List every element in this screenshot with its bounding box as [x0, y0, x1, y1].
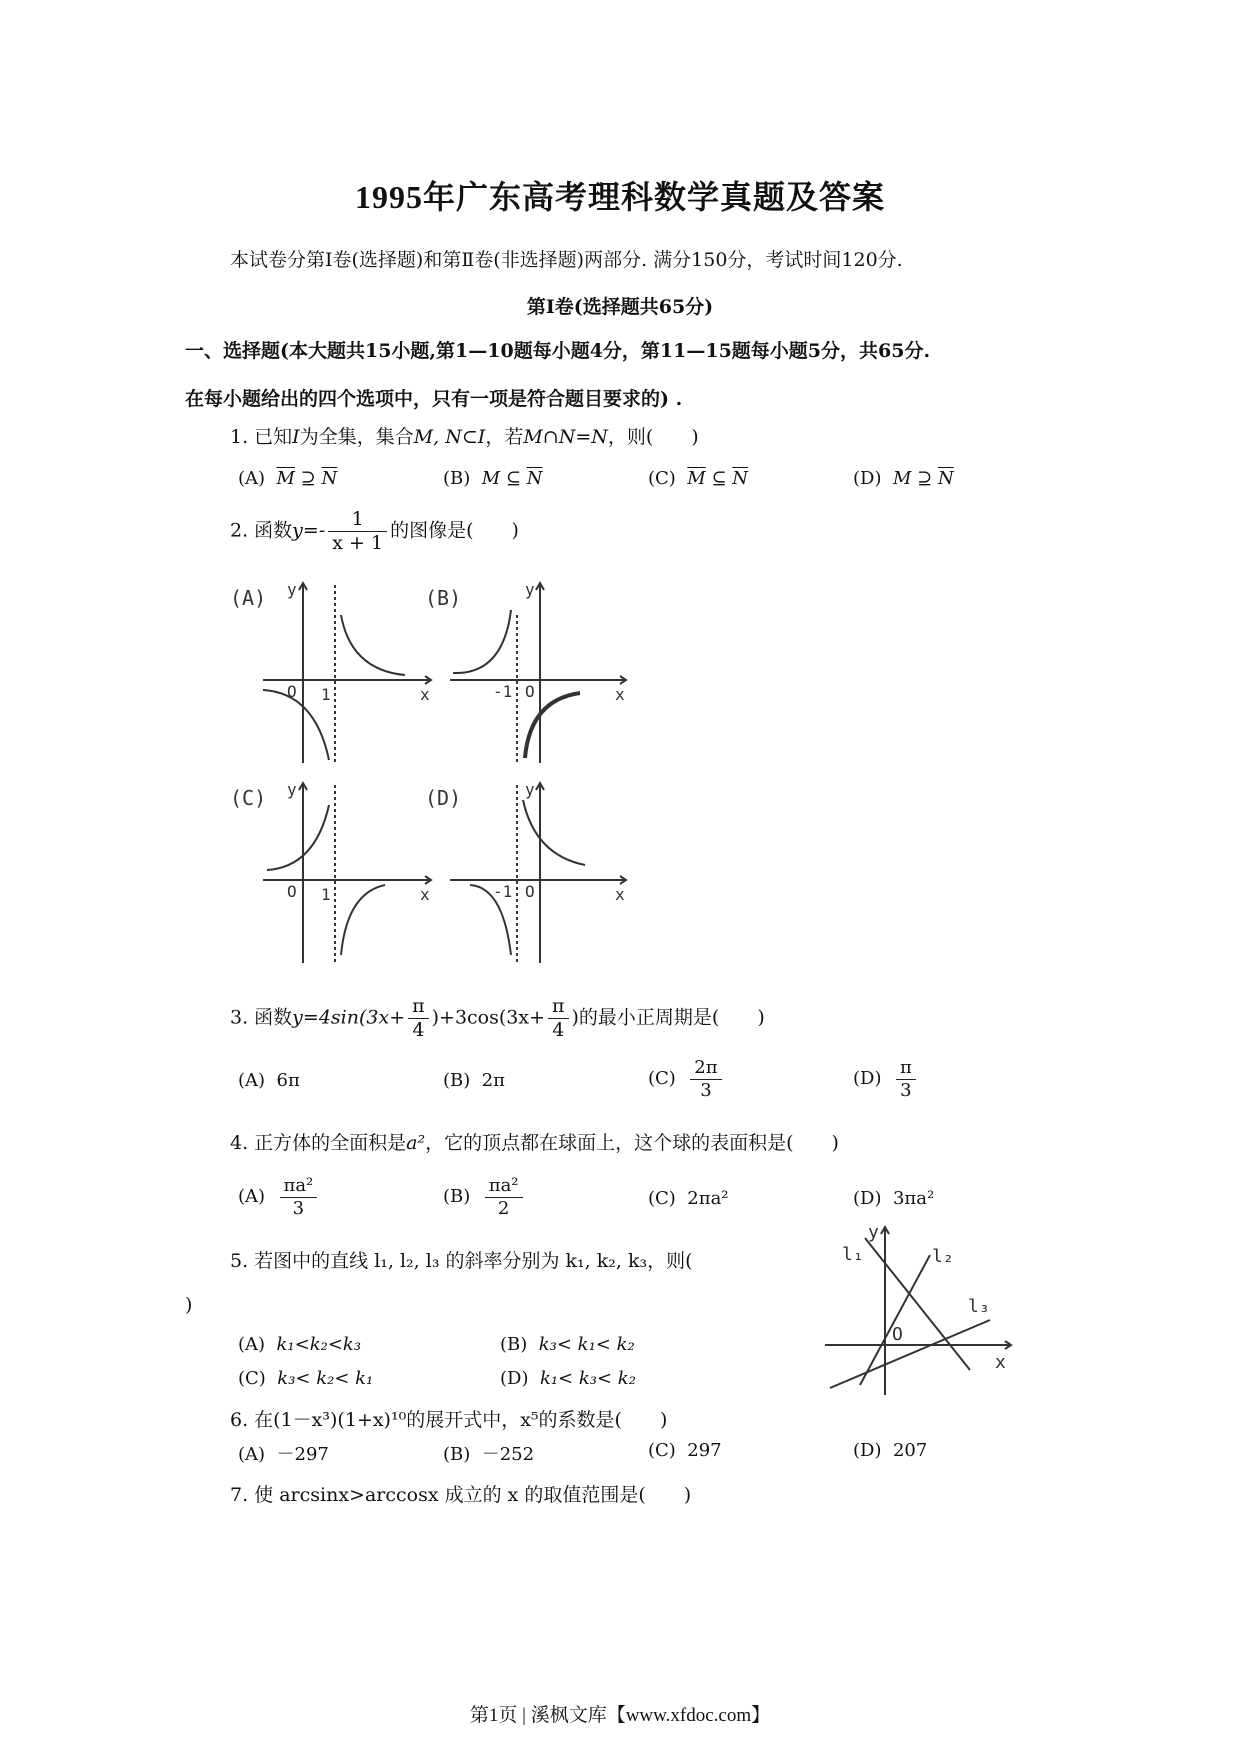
svg-text:O: O [287, 682, 297, 701]
section-heading-line2: 在每小题给出的四个选项中，只有一项是符合题目要求的) . [185, 388, 683, 410]
svg-text:(B): (B) [425, 586, 462, 610]
q1-option-d: (D) M ⊇ $\overline{N}$ [853, 468, 954, 489]
svg-text:-1: -1 [493, 882, 513, 901]
intro-text: 本试卷分第Ⅰ卷(选择题)和第Ⅱ卷(非选择题)两部分. 满分150分，考试时间120分. [230, 249, 903, 271]
svg-text:x: x [615, 885, 625, 904]
q5-option-d: (D) k₁< k₃< k₂ [500, 1368, 636, 1389]
svg-text:y: y [525, 580, 535, 599]
q3-option-b: (B) 2π [443, 1070, 506, 1091]
section-heading-line1: 一、选择题(本大题共15小题,第1—10题每小题4分，第11—15题每小题5分，共65分. [185, 340, 931, 362]
svg-text:(A): (A) [230, 586, 267, 610]
page-title: 1995年广东高考理科数学真题及答案 [354, 179, 885, 215]
q3-option-a: (A) 6π [238, 1070, 300, 1091]
svg-text:O: O [892, 1324, 903, 1345]
q5-lines-figure [820, 1220, 1020, 1400]
svg-text:x: x [615, 685, 625, 704]
q4-option-b: (B) $\frac{\text{πa²}}{2}$ [443, 1175, 526, 1219]
svg-text:y: y [868, 1222, 879, 1243]
svg-text:(C): (C) [230, 786, 267, 810]
svg-text:O: O [525, 882, 535, 901]
q5-option-a: (A) k₁<k₂<k₃ [238, 1334, 362, 1355]
q2-graphs [225, 575, 665, 975]
svg-text:y: y [525, 780, 535, 799]
q6-option-b: (B) －252 [443, 1444, 535, 1465]
question-5-close: ) [185, 1294, 193, 1316]
question-3: 3. 函数y=4sin(3x+ $\frac{\pi}{4}$ )+3cos(3x+ $\frac{\pi}{4}$ )的最小正周期是( ) [230, 995, 765, 1041]
question-6: 6. 在(1－x³)(1+x)¹⁰的展开式中，x⁵的系数是( ) [230, 1409, 668, 1431]
svg-text:x: x [420, 885, 430, 904]
svg-text:1: 1 [321, 685, 331, 704]
question-1: 1. 已知I为全集，集合M, N⊂I，若M∩N=N，则( ) [230, 426, 699, 448]
q2-fraction: $\frac{1}{x + 1}$ [328, 508, 387, 555]
q5-option-b: (B) k₃< k₁< k₂ [500, 1334, 635, 1355]
svg-text:1: 1 [321, 885, 331, 904]
question-4: 4. 正方体的全面积是a²，它的顶点都在球面上，这个球的表面积是( ) [230, 1132, 839, 1154]
svg-text:x: x [995, 1352, 1006, 1373]
q4-option-d: (D) 3πa² [853, 1188, 935, 1209]
question-5: 5. 若图中的直线 l₁, l₂, l₃ 的斜率分别为 k₁, k₂, k₃，则( [230, 1250, 693, 1272]
svg-text:O: O [287, 882, 297, 901]
svg-text:l₃: l₃ [968, 1296, 990, 1317]
part-title: 第Ⅰ卷(选择题共65分) [526, 296, 714, 318]
q4-option-a: (A) $\frac{\text{πa²}}{3}$ [238, 1175, 320, 1219]
q1-option-b: (B) M ⊆ $\overline{N}$ [443, 468, 543, 489]
question-2: 2. 函数y=- $\frac{1}{x + 1}$ 的图像是( ) [230, 508, 519, 554]
svg-text:O: O [525, 682, 535, 701]
q6-option-a: (A) －297 [238, 1444, 329, 1465]
q6-option-c: (C) 297 [648, 1440, 722, 1461]
q5-option-c: (C) k₃< k₂< k₁ [238, 1368, 374, 1389]
q3-option-c: (C) $\frac{2\pi}{3}$ [648, 1057, 725, 1101]
q1-option-a: (A) $\overline{M}$ ⊇ $\overline{N}$ [238, 468, 338, 489]
svg-text:y: y [287, 580, 297, 599]
q4-option-c: (C) 2πa² [648, 1188, 729, 1209]
question-7: 7. 使 arcsinx>arccosx 成立的 x 的取值范围是( ) [230, 1484, 692, 1506]
q1-option-c: (C) $\overline{M}$ ⊆ $\overline{N}$ [648, 468, 749, 489]
svg-text:l₂: l₂ [932, 1246, 954, 1267]
svg-text:(D): (D) [425, 786, 462, 810]
q3-option-d: (D) $\frac{\pi}{3}$ [853, 1057, 919, 1101]
q6-option-d: (D) 207 [853, 1440, 928, 1461]
page-footer: 第1页 | 溪枫文库【www.xfdoc.com】 [469, 1705, 771, 1726]
svg-text:l₁: l₁ [842, 1244, 864, 1265]
svg-text:-1: -1 [493, 682, 513, 701]
svg-text:x: x [420, 685, 430, 704]
svg-text:y: y [287, 780, 297, 799]
